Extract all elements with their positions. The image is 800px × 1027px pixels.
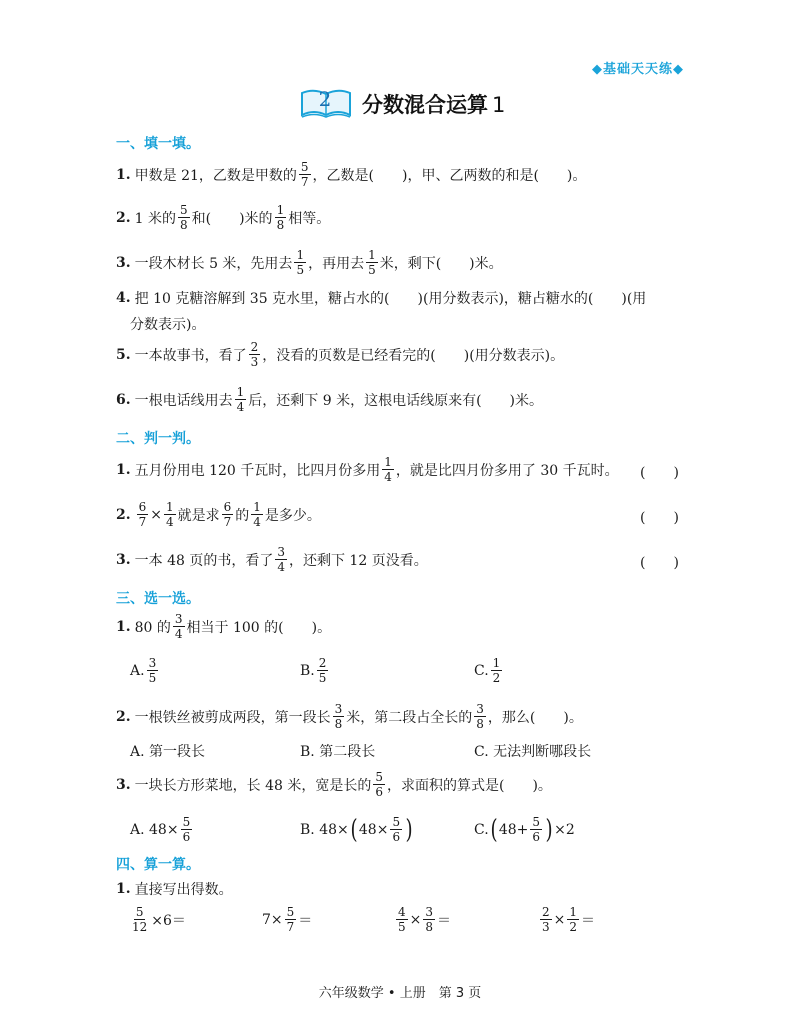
question-number: 3. (116, 254, 131, 271)
question-text: 甲数是 21，乙数是甲数的 (134, 167, 297, 184)
fraction (275, 545, 287, 574)
operator: × (150, 506, 162, 523)
question-number: 6. (116, 391, 131, 408)
numerator: 2 (542, 905, 550, 919)
question-text: 把 10 克糖溶解到 35 克水里，糖占水的( )(用分数表示)，糖占糖水的( )(用 (134, 291, 647, 307)
numerator: 3 (476, 702, 484, 716)
question-text: ，乙数是( )，甲、乙两数的和是( )。 (312, 167, 587, 184)
book-icon (300, 89, 352, 119)
denominator: 7 (223, 515, 232, 529)
expression: 48× (358, 821, 389, 838)
denominator: 12 (132, 920, 148, 934)
denominator: 7 (138, 515, 147, 529)
numerator: 6 (223, 500, 232, 514)
denominator: 4 (277, 560, 285, 574)
option-b[interactable] (300, 656, 330, 685)
fraction (173, 612, 185, 641)
denominator: 8 (334, 717, 343, 731)
fraction (396, 905, 408, 934)
right-paren: ) (545, 814, 553, 845)
numerator: 3 (148, 656, 157, 670)
fraction (164, 500, 176, 529)
judge-q2 (116, 500, 321, 529)
fraction (373, 770, 385, 799)
denominator: 6 (182, 830, 191, 844)
judge-q3 (116, 545, 428, 574)
option-label: B. 48× (300, 821, 349, 838)
expression: 48+ (498, 821, 529, 838)
operator: × (553, 911, 566, 928)
option-b[interactable]: B. 第二段长 (300, 744, 376, 760)
option-a[interactable] (130, 656, 160, 685)
denominator: 3 (250, 355, 259, 369)
option-a[interactable]: A. 第一段长 (130, 744, 206, 760)
title-text: 分数混合运算 (362, 93, 488, 117)
denominator: 3 (542, 920, 550, 934)
option-label: A. 48× (130, 821, 179, 838)
page-footer: 六年级数学 • 上册 第 3 页 (318, 986, 482, 1001)
question-number: 1. (116, 166, 131, 183)
denominator: 5 (148, 671, 157, 685)
option-c[interactable]: C. 无法判断哪段长 (474, 744, 592, 760)
answer-paren[interactable]: ( ) (640, 510, 679, 526)
fraction (251, 500, 263, 529)
question-text: 米，第二段占全长的 (346, 709, 473, 726)
expression: ×2 (554, 821, 575, 838)
fraction (491, 656, 503, 685)
option-label: B. (300, 662, 315, 679)
right-paren: ) (405, 814, 413, 845)
fraction (222, 500, 234, 529)
numerator: 1 (384, 455, 392, 469)
fraction (540, 905, 552, 934)
fraction (423, 905, 435, 934)
judge-q1 (116, 455, 619, 484)
choose-q3 (116, 770, 552, 799)
question-text: ，那么( )。 (487, 709, 583, 726)
expression: 7× (262, 911, 283, 928)
numerator: 6 (138, 500, 147, 514)
denominator: 4 (166, 515, 174, 529)
fraction (366, 248, 378, 277)
expression: ＝ (581, 912, 596, 929)
numerator: 5 (300, 160, 309, 174)
answer-paren[interactable]: ( ) (640, 555, 679, 571)
numerator: 1 (368, 248, 376, 262)
numerator: 3 (174, 612, 183, 626)
choose-q2 (116, 702, 583, 731)
question-text: 的 (235, 507, 250, 524)
question-text: 就是求 (177, 507, 220, 524)
question-number: 2. (116, 209, 131, 226)
calc-q1 (116, 879, 233, 899)
question-number: 1. (116, 461, 131, 478)
question-text: 是多少。 (264, 507, 321, 524)
numerator: 4 (398, 905, 406, 919)
section-judge: 二、判一判。 (116, 431, 200, 447)
question-text: 1 米的 (134, 210, 176, 227)
numerator: 1 (492, 656, 501, 670)
denominator: 4 (174, 627, 183, 641)
option-c[interactable] (474, 656, 504, 685)
expression: ×6＝ (151, 912, 186, 929)
fill-q4 (116, 288, 646, 308)
question-text: 五月份用电 120 千瓦时，比四月份多用 (134, 462, 381, 479)
denominator: 6 (392, 830, 401, 844)
operator: × (409, 911, 422, 928)
question-text: 米，剩下( )米。 (379, 255, 503, 272)
left-paren: ( (490, 814, 498, 845)
denominator: 8 (476, 717, 484, 731)
question-text: ，求面积的算式是( )。 (386, 777, 552, 794)
numerator: 1 (276, 203, 285, 217)
numerator: 2 (250, 340, 259, 354)
section-choose: 三、选一选。 (116, 591, 200, 607)
question-number: 3. (116, 551, 131, 568)
denominator: 6 (532, 830, 541, 844)
fraction (390, 815, 402, 844)
fraction (299, 160, 311, 189)
fill-q2 (116, 203, 330, 232)
lesson-number: 2 (318, 87, 332, 111)
fraction (275, 203, 287, 232)
question-text: 一本 48 页的书，看了 (134, 552, 274, 569)
numerator: 2 (318, 656, 327, 670)
question-text: 一本故事书，看了 (134, 347, 247, 364)
fraction (285, 905, 297, 934)
question-text: 相当于 100 的( )。 (186, 619, 332, 636)
numerator: 5 (532, 815, 541, 829)
denominator: 8 (425, 920, 434, 934)
denominator: 6 (375, 785, 383, 799)
question-text: 一段木材长 5 米，先用去 (134, 255, 293, 272)
numerator: 5 (179, 203, 188, 217)
question-text: 后，还剩下 9 米，这根电话线原来有( )米。 (248, 392, 543, 409)
left-paren: ( (350, 814, 358, 845)
denominator: 5 (296, 263, 305, 277)
question-text: 和( )米的 (191, 210, 273, 227)
option-label: C. (474, 821, 489, 838)
option-label: C. (474, 662, 489, 679)
denominator: 2 (569, 920, 578, 934)
fraction (181, 815, 193, 844)
expression: ＝ (437, 912, 452, 929)
option-b[interactable] (300, 815, 414, 844)
numerator: 1 (253, 500, 261, 514)
fraction (235, 385, 247, 414)
denominator: 8 (276, 218, 285, 232)
question-text: 一根铁丝被剪成两段，第一段长 (134, 709, 331, 726)
section-fill: 一、填一填。 (116, 136, 200, 152)
denominator: 7 (300, 175, 309, 189)
question-number: 2. (116, 708, 131, 725)
question-number: 2. (116, 506, 131, 523)
question-number: 1. (116, 881, 131, 897)
question-number: 1. (116, 618, 131, 635)
question-text: ，就是比四月份多用了 30 千瓦时。 (395, 462, 619, 479)
answer-paren[interactable]: ( ) (640, 465, 679, 481)
fraction (294, 248, 306, 277)
question-text: 一块长方形菜地，长 48 米，宽是长的 (134, 777, 372, 794)
question-text: ，没看的页数是已经看完的( )(用分数表示)。 (262, 347, 565, 364)
fraction (317, 656, 329, 685)
numerator: 5 (286, 905, 295, 919)
question-number: 3. (116, 776, 131, 793)
calc-item-4 (538, 905, 595, 934)
question-text: ，再用去 (308, 255, 365, 272)
numerator: 1 (569, 905, 578, 919)
denominator: 8 (179, 218, 188, 232)
question-text: 直接写出得数。 (134, 882, 233, 898)
calc-item-2 (262, 905, 312, 934)
numerator: 3 (334, 702, 343, 716)
question-text: 相等。 (288, 210, 331, 227)
numerator: 5 (135, 905, 144, 919)
title-number: 1 (492, 93, 506, 117)
numerator: 5 (392, 815, 401, 829)
question-text: ，还剩下 12 页没看。 (288, 552, 428, 569)
expression: ＝ (298, 912, 313, 929)
fill-q4-cont (130, 314, 205, 334)
denominator: 7 (286, 920, 295, 934)
fraction (474, 702, 486, 731)
fraction (178, 203, 190, 232)
fill-q1 (116, 160, 586, 189)
fraction (530, 815, 542, 844)
question-number: 4. (116, 290, 131, 306)
fraction (382, 455, 394, 484)
fill-q5 (116, 340, 564, 369)
fill-q6 (116, 385, 543, 414)
lesson-title-bar (300, 86, 505, 122)
question-text: 80 的 (134, 619, 171, 636)
question-number: 5. (116, 346, 131, 363)
option-a[interactable] (130, 815, 194, 844)
numerator: 3 (425, 905, 434, 919)
denominator: 4 (384, 470, 392, 484)
numerator: 1 (296, 248, 305, 262)
fraction (130, 905, 149, 934)
choose-q1 (116, 612, 331, 641)
numerator: 1 (236, 385, 245, 399)
numerator: 5 (182, 815, 191, 829)
numerator: 5 (375, 770, 383, 784)
calc-item-1 (128, 905, 186, 934)
fraction (567, 905, 579, 934)
numerator: 1 (166, 500, 174, 514)
option-label: A. (130, 662, 145, 679)
denominator: 2 (492, 671, 501, 685)
fraction (137, 500, 149, 529)
fill-q3 (116, 248, 503, 277)
section-calc: 四、算一算。 (116, 857, 200, 873)
fraction (147, 656, 159, 685)
denominator: 5 (368, 263, 376, 277)
calc-item-3 (394, 905, 451, 934)
denominator: 5 (318, 671, 327, 685)
denominator: 4 (253, 515, 261, 529)
page-title (362, 89, 505, 119)
question-text: 分数表示)。 (130, 317, 206, 333)
header-badge: ◆基础天天练◆ (592, 62, 684, 77)
fraction (333, 702, 345, 731)
fraction (249, 340, 261, 369)
question-text: 一根电话线用去 (134, 392, 233, 409)
denominator: 5 (398, 920, 406, 934)
numerator: 3 (277, 545, 285, 559)
option-c[interactable] (474, 815, 575, 844)
denominator: 4 (236, 400, 245, 414)
